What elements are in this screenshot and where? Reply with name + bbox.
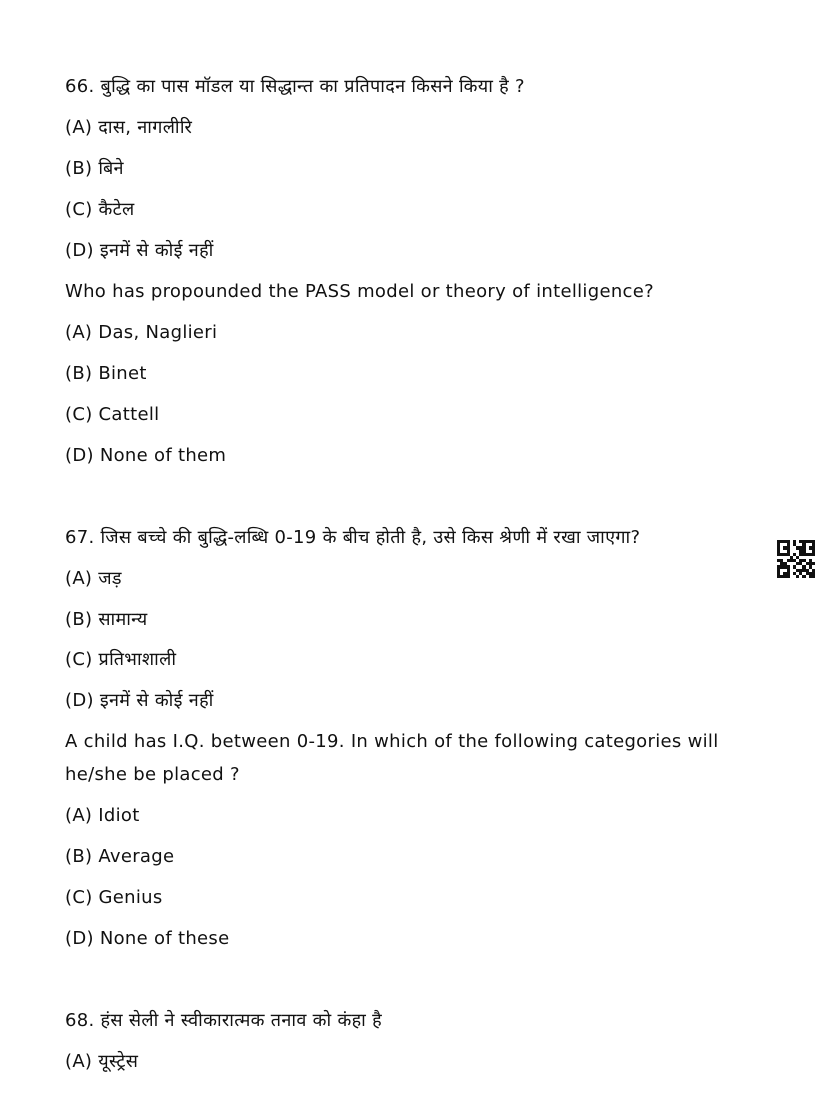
q67-hindi-option-a: (A) जड़ — [65, 568, 122, 589]
q67-english-question-line1: A child has I.Q. between 0-19. In which of the following categories will — [65, 731, 719, 752]
q67-hindi-question: 67. जिस बच्चे की बुद्धि-लब्धि 0-19 के बीच होती है, उसे किस श्रेणी में रखा जाएगा? — [65, 527, 641, 548]
q66-english-option-c: (C) Cattell — [65, 404, 160, 425]
q67-english-option-c: (C) Genius — [65, 887, 163, 908]
q67-english-option-a: (A) Idiot — [65, 805, 140, 826]
q67-english-option-b: (B) Average — [65, 846, 175, 867]
q67-english-option-d: (D) None of these — [65, 928, 230, 949]
q68-hindi-question: 68. हंस सेली ने स्वीकारात्मक तनाव को कंहा है — [65, 1010, 382, 1031]
q66-hindi-option-b: (B) बिने — [65, 158, 124, 179]
q66-hindi-option-a: (A) दास, नागलीरि — [65, 117, 193, 138]
q67-hindi-option-d: (D) इनमें से कोई नहीं — [65, 690, 214, 711]
q67-hindi-option-b: (B) सामान्य — [65, 609, 148, 630]
q67-hindi-option-c: (C) प्रतिभाशाली — [65, 649, 177, 670]
q66-english-option-b: (B) Binet — [65, 363, 147, 384]
q66-hindi-option-c: (C) कैटेल — [65, 199, 135, 220]
qr-code-icon — [777, 540, 815, 578]
q66-english-option-a: (A) Das, Naglieri — [65, 322, 218, 343]
q66-english-question: Who has propounded the PASS model or theory of intelligence? — [65, 281, 654, 302]
q67-english-question-line2: he/she be placed ? — [65, 764, 240, 785]
q66-english-option-d: (D) None of them — [65, 445, 227, 466]
q66-hindi-question: 66. बुद्धि का पास मॉडल या सिद्धान्त का प्रतिपादन किसने किया है ? — [65, 76, 525, 97]
q68-hindi-option-a: (A) यूस्ट्रेस — [65, 1051, 139, 1072]
q66-hindi-option-d: (D) इनमें से कोई नहीं — [65, 240, 214, 261]
